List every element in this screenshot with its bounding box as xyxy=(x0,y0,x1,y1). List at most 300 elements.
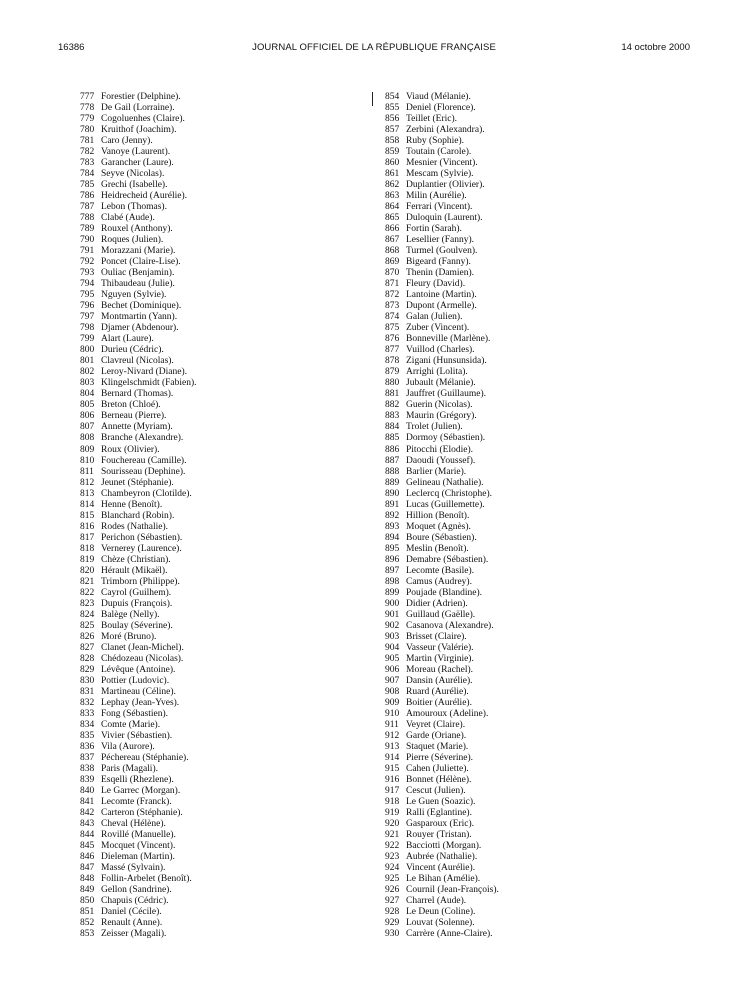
entry-number: 861 xyxy=(385,169,400,180)
entry-name: Garancher (Laure). xyxy=(101,158,174,169)
entry-name: Bechet (Dominique). xyxy=(101,301,182,312)
entry-name: Thenin (Damien). xyxy=(406,268,475,279)
entry-name: Kruithof (Joachim). xyxy=(101,125,177,136)
entry-name: Didier (Adrien). xyxy=(406,598,468,609)
entry-name: Seyve (Nicolas). xyxy=(101,169,165,180)
entry-number: 813 xyxy=(80,488,95,499)
list-item xyxy=(385,235,499,246)
entry-number: 924 xyxy=(385,863,400,874)
list-item xyxy=(385,753,499,764)
entry-number: 849 xyxy=(80,885,95,896)
list-item xyxy=(80,654,197,665)
list-item xyxy=(385,918,499,929)
entry-number: 925 xyxy=(385,874,400,885)
list-item xyxy=(385,500,499,511)
entry-number: 777 xyxy=(80,92,95,102)
entry-name: Carteron (Stéphanie). xyxy=(101,808,183,819)
entry-name: Morazzani (Marie). xyxy=(101,246,176,257)
list-item xyxy=(80,202,197,213)
list-item xyxy=(80,731,197,742)
entry-number: 859 xyxy=(385,147,400,158)
entry-number: 889 xyxy=(385,477,400,488)
list-item xyxy=(385,489,499,500)
entry-number: 783 xyxy=(80,158,95,169)
entry-number: 784 xyxy=(80,169,95,180)
entry-number: 860 xyxy=(385,158,400,169)
list-item xyxy=(385,114,499,125)
entry-name: Lecomte (Basile). xyxy=(406,565,475,576)
entry-name: De Gail (Lorraine). xyxy=(101,103,175,114)
entry-number: 832 xyxy=(80,697,95,708)
entry-name: Rouyer (Tristan). xyxy=(406,830,472,841)
list-item xyxy=(385,588,499,599)
entry-number: 909 xyxy=(385,697,400,708)
list-item xyxy=(80,301,197,312)
entry-number: 789 xyxy=(80,224,95,235)
entry-name: Pierre (Séverine). xyxy=(406,752,473,763)
entry-number: 913 xyxy=(385,741,400,752)
entry-name: Jeunet (Stéphanie). xyxy=(101,477,174,488)
list-item xyxy=(385,929,499,940)
entry-number: 851 xyxy=(80,907,95,918)
list-item xyxy=(80,544,197,555)
entry-number: 853 xyxy=(80,929,95,940)
entry-name: Branche (Alexandre). xyxy=(101,433,184,444)
entry-name: Lebon (Thomas). xyxy=(101,202,167,213)
entry-number: 921 xyxy=(385,830,400,841)
list-item xyxy=(80,467,197,478)
entry-name: Camus (Audrey). xyxy=(406,576,472,587)
list-item xyxy=(80,885,197,896)
entry-name: Vernerey (Laurence). xyxy=(101,543,182,554)
entry-name: Boitier (Aurélie). xyxy=(406,697,472,708)
list-item xyxy=(80,312,197,323)
entry-name: Ruard (Aurélie). xyxy=(406,686,469,697)
list-item xyxy=(385,467,499,478)
entry-name: Rodes (Nathalie). xyxy=(101,521,169,532)
list-item xyxy=(385,544,499,555)
list-item xyxy=(80,764,197,775)
entry-name: Casanova (Alexandre). xyxy=(406,620,494,631)
entry-name: Jubault (Mélanie). xyxy=(406,378,476,389)
entry-number: 820 xyxy=(80,565,95,576)
entry-name: Zeisser (Magali). xyxy=(101,929,167,940)
list-item xyxy=(385,312,499,323)
list-item xyxy=(385,92,499,103)
entry-name: Vila (Aurore). xyxy=(101,741,155,752)
entry-number: 814 xyxy=(80,499,95,510)
list-item xyxy=(385,830,499,841)
list-item xyxy=(80,367,197,378)
entry-name: Zigani (Hunsunsida). xyxy=(406,356,487,367)
list-item xyxy=(80,577,197,588)
list-item xyxy=(80,114,197,125)
list-item xyxy=(385,202,499,213)
entry-number: 904 xyxy=(385,642,400,653)
entry-number: 922 xyxy=(385,841,400,852)
entry-number: 830 xyxy=(80,675,95,686)
entry-number: 923 xyxy=(385,852,400,863)
list-item xyxy=(80,709,197,720)
list-item xyxy=(80,400,197,411)
list-item xyxy=(80,896,197,907)
entry-number: 920 xyxy=(385,819,400,830)
entry-name: Ouliac (Benjamin). xyxy=(101,268,175,279)
entry-number: 882 xyxy=(385,400,400,411)
entry-name: Mescam (Sylvie). xyxy=(406,169,474,180)
entry-number: 903 xyxy=(385,631,400,642)
list-item xyxy=(80,334,197,345)
list-item xyxy=(80,874,197,885)
entry-number: 901 xyxy=(385,609,400,620)
entry-number: 883 xyxy=(385,411,400,422)
list-item xyxy=(385,764,499,775)
entry-name: Gasparoux (Eric). xyxy=(406,819,475,830)
entry-number: 893 xyxy=(385,521,400,532)
list-item xyxy=(385,643,499,654)
entry-name: Guillaud (Gaëlle). xyxy=(406,609,476,620)
list-item xyxy=(385,367,499,378)
entry-number: 782 xyxy=(80,147,95,158)
entry-number: 796 xyxy=(80,301,95,312)
entry-name: Aubrée (Nathalie). xyxy=(406,852,478,863)
entry-number: 781 xyxy=(80,136,95,147)
entry-number: 829 xyxy=(80,664,95,675)
entry-number: 872 xyxy=(385,290,400,301)
list-item xyxy=(385,158,499,169)
list-item xyxy=(80,511,197,522)
list-item xyxy=(385,720,499,731)
entry-name: Amouroux (Adeline). xyxy=(406,708,489,719)
entry-name: Forestier (Delphine). xyxy=(101,92,181,102)
list-item xyxy=(80,698,197,709)
entry-name: Moreau (Rachel). xyxy=(406,664,473,675)
journal-title: JOURNAL OFFICIEL DE LA RÉPUBLIQUE FRANÇAISE xyxy=(252,42,496,53)
list-item xyxy=(385,191,499,202)
entry-number: 881 xyxy=(385,389,400,400)
entry-number: 884 xyxy=(385,422,400,433)
entry-name: Blanchard (Robin). xyxy=(101,510,175,521)
entry-name: Clabé (Aude). xyxy=(101,213,155,224)
entry-name: Bonneville (Marlène). xyxy=(406,334,491,345)
list-item xyxy=(385,334,499,345)
list-item xyxy=(80,356,197,367)
entry-number: 926 xyxy=(385,885,400,896)
list-item xyxy=(385,852,499,863)
entry-name: Heidrecheid (Aurélie). xyxy=(101,191,187,202)
list-item xyxy=(80,610,197,621)
entry-name: Bonnet (Hélène). xyxy=(406,774,472,785)
entry-name: Boure (Sébastien). xyxy=(406,532,477,543)
entry-name: Durieu (Cédric). xyxy=(101,345,164,356)
list-item xyxy=(385,731,499,742)
entry-number: 927 xyxy=(385,896,400,907)
entry-name: Vivier (Sébastien). xyxy=(101,730,173,741)
entry-number: 912 xyxy=(385,730,400,741)
entry-name: Annette (Myriam). xyxy=(101,422,173,433)
list-item xyxy=(385,874,499,885)
entry-name: Lesellier (Fanny). xyxy=(406,235,475,246)
entry-number: 914 xyxy=(385,752,400,763)
entry-number: 846 xyxy=(80,852,95,863)
entry-name: Galan (Julien). xyxy=(406,312,463,323)
entry-name: Leroy-Nivard (Diane). xyxy=(101,367,187,378)
list-item xyxy=(385,246,499,257)
entry-number: 792 xyxy=(80,257,95,268)
entry-number: 873 xyxy=(385,301,400,312)
entry-name: Toutain (Carole). xyxy=(406,147,472,158)
entry-name: Gelineau (Nathalie). xyxy=(406,477,484,488)
entry-number: 837 xyxy=(80,752,95,763)
entry-name: Roux (Olivier). xyxy=(101,444,160,455)
entry-name: Barlier (Marie). xyxy=(406,466,467,477)
entry-name: Deniel (Florence). xyxy=(406,103,476,114)
entry-name: Dupuis (François). xyxy=(101,598,173,609)
list-item xyxy=(80,246,197,257)
entry-name: Cheval (Hélène). xyxy=(101,819,166,830)
list-item xyxy=(80,268,197,279)
entry-name: Vincent (Aurélie). xyxy=(406,863,476,874)
list-item xyxy=(385,456,499,467)
entry-name: Lephay (Jean-Yves). xyxy=(101,697,180,708)
entry-name: Pottier (Ludovic). xyxy=(101,675,170,686)
entry-number: 817 xyxy=(80,532,95,543)
list-item xyxy=(80,588,197,599)
list-item xyxy=(385,742,499,753)
entry-name: Duplantier (Olivier). xyxy=(406,180,485,191)
list-item xyxy=(385,522,499,533)
list-item xyxy=(385,654,499,665)
entry-number: 825 xyxy=(80,620,95,631)
list-item xyxy=(80,411,197,422)
entry-number: 838 xyxy=(80,763,95,774)
list-item xyxy=(80,433,197,444)
entry-name: Paris (Magali). xyxy=(101,763,158,774)
list-item xyxy=(385,389,499,400)
entry-name: Chèze (Christian). xyxy=(101,554,171,565)
entry-number: 892 xyxy=(385,510,400,521)
entry-number: 780 xyxy=(80,125,95,136)
entry-number: 779 xyxy=(80,114,95,125)
list-item xyxy=(80,786,197,797)
list-item xyxy=(385,610,499,621)
entry-number: 794 xyxy=(80,279,95,290)
entry-name: Rouxel (Anthony). xyxy=(101,224,173,235)
list-item xyxy=(80,378,197,389)
list-item xyxy=(385,632,499,643)
list-item xyxy=(80,158,197,169)
entry-name: Garde (Oriane). xyxy=(406,730,467,741)
entry-name: Lucas (Guillemette). xyxy=(406,499,485,510)
entry-name: Mocquet (Vincent). xyxy=(101,841,176,852)
entry-number: 915 xyxy=(385,763,400,774)
list-item xyxy=(385,345,499,356)
entry-name: Milin (Aurélie). xyxy=(406,191,467,202)
entry-number: 834 xyxy=(80,719,95,730)
entry-name: Chambeyron (Clotilde). xyxy=(101,488,192,499)
entry-number: 839 xyxy=(80,774,95,785)
list-item xyxy=(385,687,499,698)
entry-name: Le Guen (Soazic). xyxy=(406,797,476,807)
entry-number: 821 xyxy=(80,576,95,587)
entry-name: Renault (Anne). xyxy=(101,918,163,929)
list-item xyxy=(385,676,499,687)
list-item xyxy=(385,279,499,290)
entry-name: Trolet (Julien). xyxy=(406,422,463,433)
entry-number: 899 xyxy=(385,587,400,598)
list-item xyxy=(80,742,197,753)
list-item xyxy=(385,775,499,786)
list-item xyxy=(80,676,197,687)
entry-number: 819 xyxy=(80,554,95,565)
entry-name: Le Deun (Coline). xyxy=(406,907,476,918)
entry-number: 879 xyxy=(385,367,400,378)
entry-name: Moquet (Agnès). xyxy=(406,521,471,532)
entry-number: 802 xyxy=(80,367,95,378)
entry-name: Louvat (Solenne). xyxy=(406,918,475,929)
list-item xyxy=(385,533,499,544)
list-item xyxy=(385,896,499,907)
list-item xyxy=(80,500,197,511)
entry-number: 917 xyxy=(385,785,400,796)
entry-name: Viaud (Mélanie). xyxy=(406,92,471,102)
page-header xyxy=(58,42,690,56)
list-item xyxy=(80,235,197,246)
entry-name: Bigeard (Fanny). xyxy=(406,257,471,268)
list-item xyxy=(80,643,197,654)
list-item xyxy=(385,907,499,918)
list-item xyxy=(385,213,499,224)
list-item xyxy=(385,400,499,411)
entry-name: Massé (Sylvain). xyxy=(101,863,166,874)
entry-number: 911 xyxy=(385,719,399,730)
entry-number: 786 xyxy=(80,191,95,202)
list-item xyxy=(80,456,197,467)
entry-name: Balège (Nelly). xyxy=(101,609,160,620)
list-item xyxy=(385,599,499,610)
entry-number: 886 xyxy=(385,444,400,455)
list-item xyxy=(80,323,197,334)
list-item xyxy=(80,797,197,808)
list-item xyxy=(80,213,197,224)
entry-number: 836 xyxy=(80,741,95,752)
entry-number: 847 xyxy=(80,863,95,874)
entry-name: Lévêque (Antoine). xyxy=(101,664,176,675)
entry-number: 793 xyxy=(80,268,95,279)
entry-name: Klingelschmidt (Fabien). xyxy=(101,378,197,389)
entry-number: 890 xyxy=(385,488,400,499)
list-item xyxy=(80,599,197,610)
list-item xyxy=(385,511,499,522)
entry-name: Zerbini (Alexandra). xyxy=(406,125,485,136)
entry-number: 885 xyxy=(385,433,400,444)
entry-name: Thibaudeau (Julie). xyxy=(101,279,175,290)
entry-number: 908 xyxy=(385,686,400,697)
list-item xyxy=(80,169,197,180)
entry-number: 930 xyxy=(385,929,400,940)
list-item xyxy=(80,257,197,268)
entry-number: 918 xyxy=(385,797,400,807)
entry-name: Cescut (Julien). xyxy=(406,785,466,796)
list-item xyxy=(385,301,499,312)
entry-number: 895 xyxy=(385,543,400,554)
entry-number: 790 xyxy=(80,235,95,246)
entry-number: 910 xyxy=(385,708,400,719)
list-item xyxy=(80,566,197,577)
entry-number: 880 xyxy=(385,378,400,389)
list-item xyxy=(80,830,197,841)
entry-name: Clavreul (Nicolas). xyxy=(101,356,174,367)
entry-number: 833 xyxy=(80,708,95,719)
entry-name: Hérault (Mikaël). xyxy=(101,565,168,576)
list-item xyxy=(385,378,499,389)
entry-number: 810 xyxy=(80,455,95,466)
entry-name: Guerin (Nicolas). xyxy=(406,400,473,411)
entry-name: Arrighi (Lolita). xyxy=(406,367,468,378)
entry-number: 856 xyxy=(385,114,400,125)
entry-number: 826 xyxy=(80,631,95,642)
entry-name: Daoudi (Youssef). xyxy=(406,455,476,466)
entry-name: Leclercq (Christophe). xyxy=(406,488,492,499)
list-item xyxy=(80,290,197,301)
entry-name: Péchereau (Stéphanie). xyxy=(101,752,189,763)
entry-name: Brisset (Claire). xyxy=(406,631,467,642)
entry-number: 795 xyxy=(80,290,95,301)
list-item xyxy=(385,422,499,433)
entry-name: Nguyen (Sylvie). xyxy=(101,290,167,301)
entry-number: 823 xyxy=(80,598,95,609)
entry-number: 916 xyxy=(385,774,400,785)
entry-number: 811 xyxy=(80,466,94,477)
entry-name: Fong (Sébastien). xyxy=(101,708,169,719)
list-item xyxy=(80,147,197,158)
entry-name: Roques (Julien). xyxy=(101,235,164,246)
list-item xyxy=(385,224,499,235)
list-item xyxy=(80,929,197,940)
entry-name: Mesnier (Vincent). xyxy=(406,158,478,169)
entry-number: 845 xyxy=(80,841,95,852)
entry-name: Djamer (Abdenour). xyxy=(101,323,179,334)
entry-number: 863 xyxy=(385,191,400,202)
list-item xyxy=(80,533,197,544)
list-item xyxy=(80,863,197,874)
list-item xyxy=(385,433,499,444)
entry-name: Le Garrec (Morgan). xyxy=(101,785,181,796)
list-item xyxy=(80,775,197,786)
entry-name: Duloquin (Laurent). xyxy=(406,213,483,224)
entry-number: 868 xyxy=(385,246,400,257)
page-number: 16386 xyxy=(58,42,85,53)
list-item xyxy=(385,103,499,114)
entry-number: 902 xyxy=(385,620,400,631)
entry-name: Grechi (Isabelle). xyxy=(101,180,168,191)
entry-number: 797 xyxy=(80,312,95,323)
list-item xyxy=(80,103,197,114)
entry-number: 791 xyxy=(80,246,95,257)
entry-name: Zuber (Vincent). xyxy=(406,323,470,334)
entry-name: Cahen (Juliette). xyxy=(406,763,469,774)
entry-number: 869 xyxy=(385,257,400,268)
entry-number: 867 xyxy=(385,235,400,246)
list-item xyxy=(80,720,197,731)
list-item xyxy=(80,92,197,103)
entry-name: Moré (Bruno). xyxy=(101,631,157,642)
list-item xyxy=(80,180,197,191)
list-item xyxy=(385,808,499,819)
entry-name: Charrel (Aude). xyxy=(406,896,467,907)
entry-number: 878 xyxy=(385,356,400,367)
entry-name: Staquet (Marie). xyxy=(406,741,469,752)
